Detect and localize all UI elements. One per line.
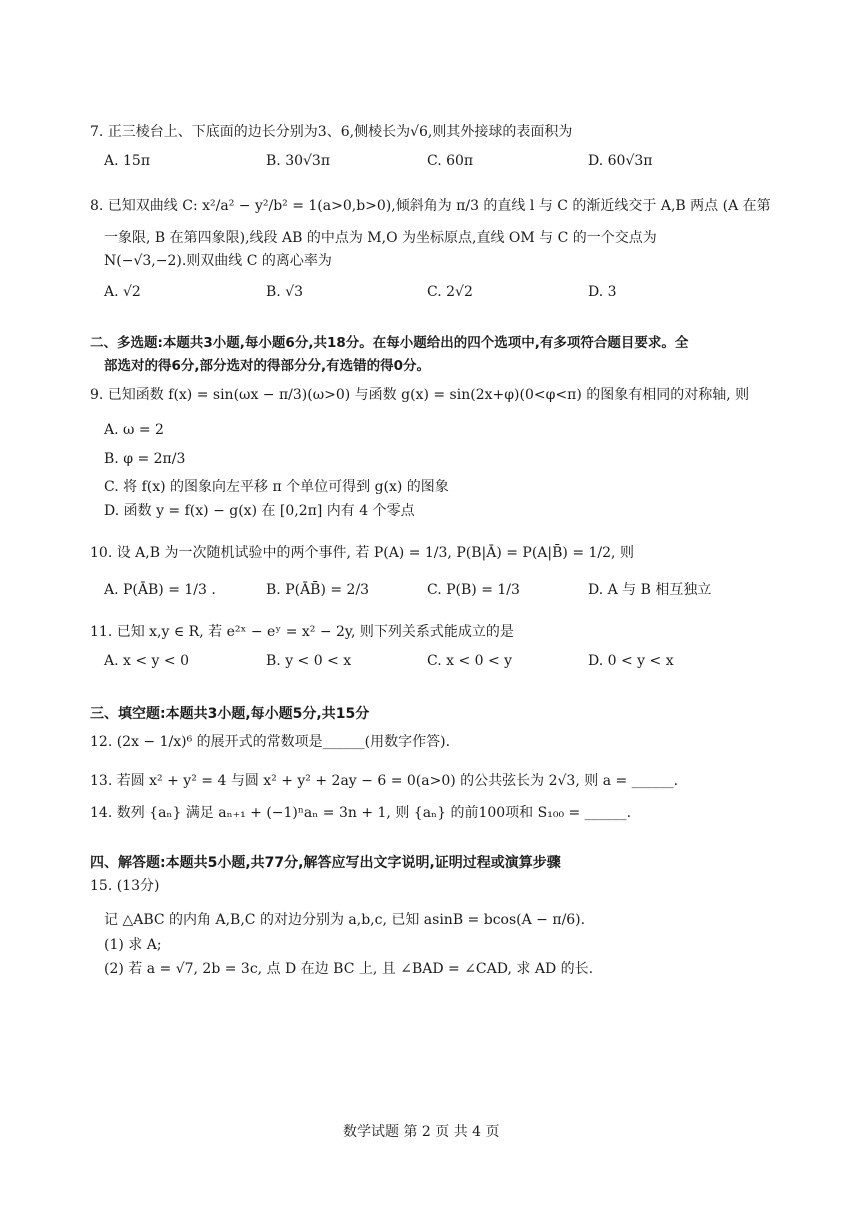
q15-part2: (2) 若 a = √7, 2b = 3c, 点 D 在边 BC 上, 且 ∠BAD = ∠CAD, 求 AD 的长. (104, 961, 594, 977)
q10-option-a: A. P(ĀB) = 1/3 . (104, 582, 216, 598)
section2-heading-line2: 部选对的得6分,部分选对的得部分分,有选错的得0分。 (104, 358, 431, 374)
q15-head: 15. (13分) (90, 878, 160, 894)
q9-option-b: B. φ = 2π/3 (104, 451, 186, 467)
q7-option-a: A. 15π (104, 153, 151, 169)
q9-option-a: A. ω = 2 (104, 422, 164, 438)
q8-option-b: B. √3 (266, 284, 304, 300)
q15-stem: 记 △ABC 的内角 A,B,C 的对边分别为 a,b,c, 已知 asinB = bcos(A − π/6). (104, 912, 586, 928)
q8-stem-line1: 8. 已知双曲线 C: x²/a² − y²/b² = 1(a>0,b>0),倾斜角为 π/3 的直线 l 与 C 的渐近线交于 A,B 两点 (A 在第 (90, 198, 771, 214)
q7-option-b: B. 30√3π (266, 153, 331, 169)
q14-text: 14. 数列 {aₙ} 满足 aₙ₊₁ + (−1)ⁿaₙ = 3n + 1, 则 {aₙ} 的前100项和 S₁₀₀ = ______. (90, 805, 632, 821)
q11-option-a: A. x < y < 0 (104, 653, 189, 669)
page-footer: 数学试题 第 2 页 共 4 页 (343, 1124, 500, 1140)
q8-stem-line3: N(−√3,−2).则双曲线 C 的离心率为 (104, 253, 332, 269)
section4-heading: 四、解答题:本题共5小题,共77分,解答应写出文字说明,证明过程或演算步骤 (90, 855, 561, 871)
q10-option-c: C. P(B) = 1/3 (427, 582, 520, 598)
q9-option-c: C. 将 f(x) 的图象向左平移 π 个单位可得到 g(x) 的图象 (104, 479, 449, 495)
q13-text: 13. 若圆 x² + y² = 4 与圆 x² + y² + 2ay − 6 = 0(a>0) 的公共弦长为 2√3, 则 a = ______. (90, 773, 679, 789)
section2-heading-line1: 二、多选题:本题共3小题,每小题6分,共18分。在每小题给出的四个选项中,有多项符合题目要求。全 (90, 335, 689, 351)
q8-stem-line2: 一象限, B 在第四象限),线段 AB 的中点为 M,O 为坐标原点,直线 OM 与 C 的一个交点为 (104, 230, 657, 246)
q15-part1: (1) 求 A; (104, 937, 162, 953)
q7-option-c: C. 60π (427, 153, 474, 169)
q11-option-c: C. x < 0 < y (427, 653, 513, 669)
q11-option-b: B. y < 0 < x (266, 653, 352, 669)
q10-stem: 10. 设 A,B 为一次随机试验中的两个事件, 若 P(A) = 1/3, P(B|Ā) = P(A|B̄) = 1/2, 则 (90, 545, 634, 561)
q10-option-b: B. P(ĀB̄) = 2/3 (266, 582, 370, 598)
section3-heading: 三、填空题:本题共3小题,每小题5分,共15分 (90, 706, 370, 722)
q10-option-d: D. A 与 B 相互独立 (588, 582, 712, 598)
q8-option-c: C. 2√2 (427, 284, 473, 300)
q12-text: 12. (2x − 1/x)⁶ 的展开式的常数项是______(用数字作答). (90, 734, 451, 750)
q8-option-d: D. 3 (588, 284, 617, 300)
q7-option-d: D. 60√3π (588, 153, 653, 169)
q9-stem: 9. 已知函数 f(x) = sin(ωx − π/3)(ω>0) 与函数 g(x) = sin(2x+φ)(0<φ<π) 的图象有相同的对称轴, 则 (90, 387, 750, 403)
q7-stem: 7. 正三棱台上、下底面的边长分别为3、6,侧棱长为√6,则其外接球的表面积为 (90, 124, 573, 140)
q11-option-d: D. 0 < y < x (588, 653, 674, 669)
q8-option-a: A. √2 (104, 284, 141, 300)
q9-option-d: D. 函数 y = f(x) − g(x) 在 [0,2π] 内有 4 个零点 (104, 503, 415, 519)
q11-stem: 11. 已知 x,y ∈ R, 若 e²ˣ − eʸ = x² − 2y, 则下列关系式能成立的是 (90, 624, 514, 640)
